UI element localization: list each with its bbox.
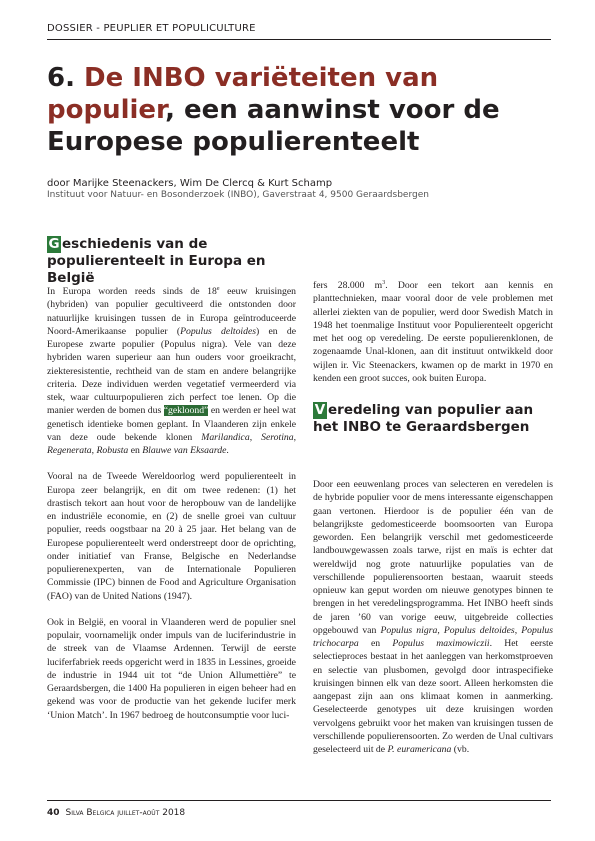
article-authors: door Marijke Steenackers, Wim De Clercq & Kurt Schamp — [47, 178, 333, 189]
title-rest: , een aanwinst voor de Europese populierenteelt — [47, 95, 500, 157]
breeding-paragraph-1: Door een eeuwenlang proces van selecteren en veredelen is de hybride populier voor de mens interessante eigenschappen gaan vertonen. Hierdoor is de populier één van de belangrijkste gedomesticeerde boomsoorten van Europa geworden. Een belangrijk verschil met gedomesticeerde landbouwgewassen zoals tarwe, rijst en maïs is echter dat wereldwijd nog grote natuurlijke populaties van de verschillende populierensoorten bestaan, waaruit steeds opnieuw kan geput worden om nieuwe genotypes binnen te brengen in het veredelingsprogramma. Het INBO heeft sinds de jaren ’60 van vorige eeuw, uitgebreide collecties opgebouwd van Populus nigra, Populus deltoides, Populus trichocarpa en Populus maximowiczii. Het eerste selectieproces bestaat in het aanleggen van herkomstproeven en selectie van plusbomen, gevolgd door intraspecifieke kruisingen binnen elk van deze soort. Alleen herkomsten die aangepast zijn aan ons klimaat komen in aanmerking. Geselecteerde genotypes uit deze kruisingen worden vervolgens gebruikt voor het maken van kruisingen tussen de verschillende populierensoorten. Zo werden de Unal cultivars geselecteerd uit de P. euramericana (vb. — [313, 479, 554, 755]
section-heading-breeding-text: eredeling van populier aan het INBO te Geraardsbergen — [313, 402, 534, 435]
section-heading-history — [47, 236, 307, 287]
header-divider — [47, 39, 551, 40]
column-right-bottom — [313, 478, 553, 769]
history-paragraph-3-continued: fers 28.000 $m^3$. Door een tekort aan kennis en planttechnieken, maar vooral door de vele problemen met allerlei ziekten van de populier, werd door Swedish Match in 1948 het toenmalige Instituut voor Populierenteelt opgericht met het oog op veredeling. De eerste populierenklonen, de zogenaamde Unal-klonen, aan dit instituut ontwikkeld door wijlen ir. Vic Steenackers, kwamen op de markt in 1970 en kenden een groot succes, ook buiten Europa. — [313, 280, 553, 384]
highlighted-term: “gekloond” — [163, 405, 209, 417]
history-paragraph-3: Ook in België, en vooral in Vlaanderen werd de populier snel populair, voornamelijk onder impuls van de luciferindustrie in de streek van de Vlaamse Ardennen. Terwijl de eerste luciferfabriek reeds opgericht werd in 1835 in Lessines, groeide de industrie in 1944 uit tot “de Union Allumettière” te Geraardsbergen, die 1400 Ha populieren in eigen beheer had en gekend was voor de productie van het gekende lucifer merk ‘Union Match’. In 1967 bedroeg de houtconsumptie voor luci- — [47, 616, 296, 721]
article-title — [47, 62, 557, 158]
dropcap-g: G — [48, 236, 60, 252]
section-heading-breeding — [313, 402, 558, 436]
footer-divider — [47, 800, 551, 801]
section-header-label: DOSSIER - PEUPLIER ET POPULICULTURE — [47, 23, 256, 34]
column-left — [47, 283, 296, 735]
history-paragraph-1: In Europa worden reeds sinds de 18e eeuw kruisingen (hybriden) van populier gecultiveerd die ontstonden door natuurlijke kruisingen tussen de in Europa geïntroduceerde Noord-Amerikaanse populier (Populus deltoides) en de Europese zwarte populier (Populus nigra). Vele van deze hybriden waren superieur aan hun ouders voor groeikracht, ziekteresistentie, rechtheid van de stam en andere belangrijke criteria. Deze individuen werden vegetatief vermeerderd via stek, waar cultuurpopulieren zich perfect toe lenen. Op die manier werden de bomen dus “gekloond” en werden er heel wat genetisch identieke bomen geplant. In Vlaanderen zijn enkele van deze oude bekende klonen Marilandica, Serotina, Regenerata, Robusta en Blauwe van Eksaarde. — [47, 286, 297, 457]
title-number: 6. — [47, 63, 75, 93]
title-accent: De INBO variëteiten van populier — [47, 63, 439, 125]
article-affiliation: Instituut voor Natuur- en Bosonderzoek (INBO), Gaverstraat 4, 9500 Geraardsbergen — [47, 190, 429, 200]
section-heading-history-text: eschiedenis van de populierenteelt in Europa en België — [47, 236, 266, 286]
history-paragraph-2: Vooral na de Tweede Wereldoorlog werd populierenteelt in Europa zeer belangrijk, en dit om twee redenen: (1) het drastisch tekort aan hout voor de heropbouw van de landelijke en industriële economie, en (2) de snelle groei van cultuur populier, reeds oogstbaar na 20 à 25 jaar. Het belang van de Europese populierenteelt werd onderstreept door de oprichting, onder initiatief van Franse, Belgische en Nederlandse populierenexperten, van de Internationale Populieren Commissie (IPC) binnen de Food and Agriculture Organisation (FAO) van de United Nations (1947). — [47, 471, 296, 602]
dropcap-v: V — [314, 402, 326, 418]
page-footer — [47, 808, 185, 818]
page-number: 40 — [47, 808, 60, 818]
journal-name: Silva Belgica juillet-août 2018 — [65, 808, 186, 818]
column-right-top — [313, 277, 553, 398]
